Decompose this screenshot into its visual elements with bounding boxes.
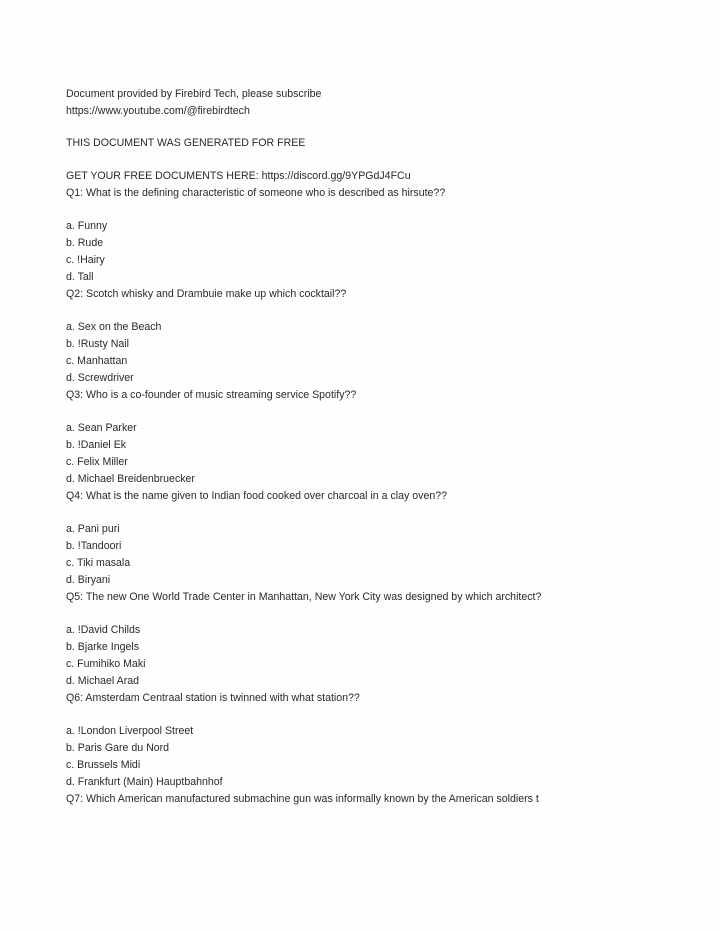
answer-option: c. Fumihiko Maki <box>66 658 146 670</box>
free-notice: THIS DOCUMENT WAS GENERATED FOR FREE <box>66 137 306 149</box>
document-content <box>66 86 706 808</box>
answer-option: d. Biryani <box>66 574 111 586</box>
question-text: Q4: What is the name given to Indian food cooked over charcoal in a clay oven?? <box>66 490 448 502</box>
answer-option: b. Rude <box>66 237 104 249</box>
answer-option: c. !Hairy <box>66 254 105 266</box>
provided-by-line: Document provided by Firebird Tech, please subscribe <box>66 88 322 100</box>
answer-option: b. !Rusty Nail <box>66 338 129 350</box>
answer-option: a. Pani puri <box>66 523 120 535</box>
answer-option: c. Felix Miller <box>66 456 128 468</box>
answer-option: c. Tiki masala <box>66 557 131 569</box>
answer-option: d. Michael Arad <box>66 675 140 687</box>
answer-option: a. !London Liverpool Street <box>66 725 194 737</box>
question-text: Q3: Who is a co-founder of music streaming service Spotify?? <box>66 389 357 401</box>
answer-option: a. !David Childs <box>66 624 141 636</box>
question-text: Q1: What is the defining characteristic of someone who is described as hirsute?? <box>66 187 446 199</box>
question-text: Q2: Scotch whisky and Drambuie make up which cocktail?? <box>66 288 347 300</box>
question-text: Q6: Amsterdam Centraal station is twinned with what station?? <box>66 692 360 704</box>
answer-option: d. Frankfurt (Main) Hauptbahnhof <box>66 776 223 788</box>
answer-option: d. Michael Breidenbruecker <box>66 473 195 485</box>
answer-option: b. !Daniel Ek <box>66 439 127 451</box>
answer-option: a. Sex on the Beach <box>66 321 162 333</box>
spacer <box>66 404 706 420</box>
answer-option: d. Screwdriver <box>66 372 134 384</box>
spacer <box>66 505 706 521</box>
answer-option: c. Brussels Midi <box>66 759 141 771</box>
youtube-link[interactable]: https://www.youtube.com/@firebirdtech <box>66 105 250 117</box>
answer-option: c. Manhattan <box>66 355 128 367</box>
spacer <box>66 303 706 319</box>
answer-option: b. Paris Gare du Nord <box>66 742 170 754</box>
discord-link-line[interactable]: GET YOUR FREE DOCUMENTS HERE: https://discord.gg/9YPGdJ4FCu <box>66 170 411 182</box>
question-text: Q5: The new One World Trade Center in Manhattan, New York City was designed by which architect? <box>66 591 542 603</box>
spacer <box>66 606 706 622</box>
spacer <box>66 707 706 723</box>
answer-option: a. Funny <box>66 220 108 232</box>
question-text: Q7: Which American manufactured submachine gun was informally known by the American soldiers t <box>66 793 539 805</box>
answer-option: b. !Tandoori <box>66 540 122 552</box>
answer-option: b. Bjarke Ingels <box>66 641 140 653</box>
spacer <box>66 120 706 135</box>
spacer <box>66 202 706 218</box>
answer-option: a. Sean Parker <box>66 422 137 434</box>
answer-option: d. Tall <box>66 271 94 283</box>
spacer <box>66 152 706 168</box>
